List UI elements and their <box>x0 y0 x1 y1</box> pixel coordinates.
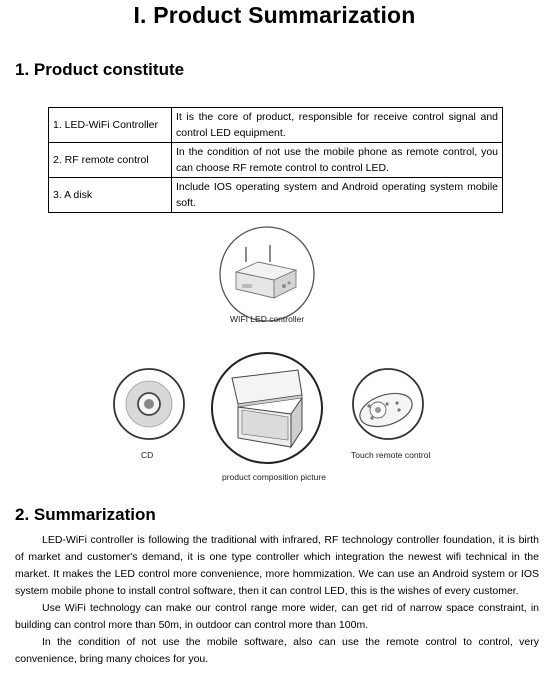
section-heading-product-constitute: 1. Product constitute <box>15 60 185 79</box>
summary-body <box>15 532 539 668</box>
paragraph: LED-WiFi controller is following the traditional with infrared, RF technology controller foundation, it is birth of market and customer's demand, it is one type controller which integration the newest wifi technical in the market. It makes the LED control more convenience, more hommization. We can use an Android system or IOS system mobile phone to install control software, then it can control LED, this is the wishes of every customer. <box>15 534 539 597</box>
table-cell-item: 1. LED-WiFi Controller <box>49 108 172 143</box>
table-cell-description: It is the core of product, responsible for receive control signal and control LED equipment. <box>172 108 503 143</box>
table-cell-description: Include IOS operating system and Android operating system mobile soft. <box>172 178 503 213</box>
table-cell-description: In the condition of not use the mobile phone as remote control, you can choose RF remote control to control LED. <box>172 143 503 178</box>
cd-label: CD <box>141 450 154 460</box>
figure-caption: product composition picture <box>222 472 326 482</box>
cd-image <box>114 369 184 439</box>
product-box-image <box>212 353 322 463</box>
wifi-controller-image <box>220 227 314 321</box>
paragraph: In the condition of not use the mobile software, also can use the remote control to control, very convenience, bring many choices for you. <box>15 636 539 665</box>
table-cell-item: 2. RF remote control <box>49 143 172 178</box>
paragraph: Use WiFi technology can make our control range more wider, can get rid of narrow space constraint, in building can control more than 50m, in outdoor can control more than 100m. <box>15 602 539 631</box>
section-heading-summarization: 2. Summarization <box>15 505 156 524</box>
table-cell-item: 3. A disk <box>49 178 172 213</box>
touch-remote-image <box>353 369 423 439</box>
controller-label: WIFI LED controller <box>230 314 305 324</box>
page-title: I. Product Summarization <box>133 2 416 28</box>
remote-label: Touch remote control <box>351 450 431 460</box>
